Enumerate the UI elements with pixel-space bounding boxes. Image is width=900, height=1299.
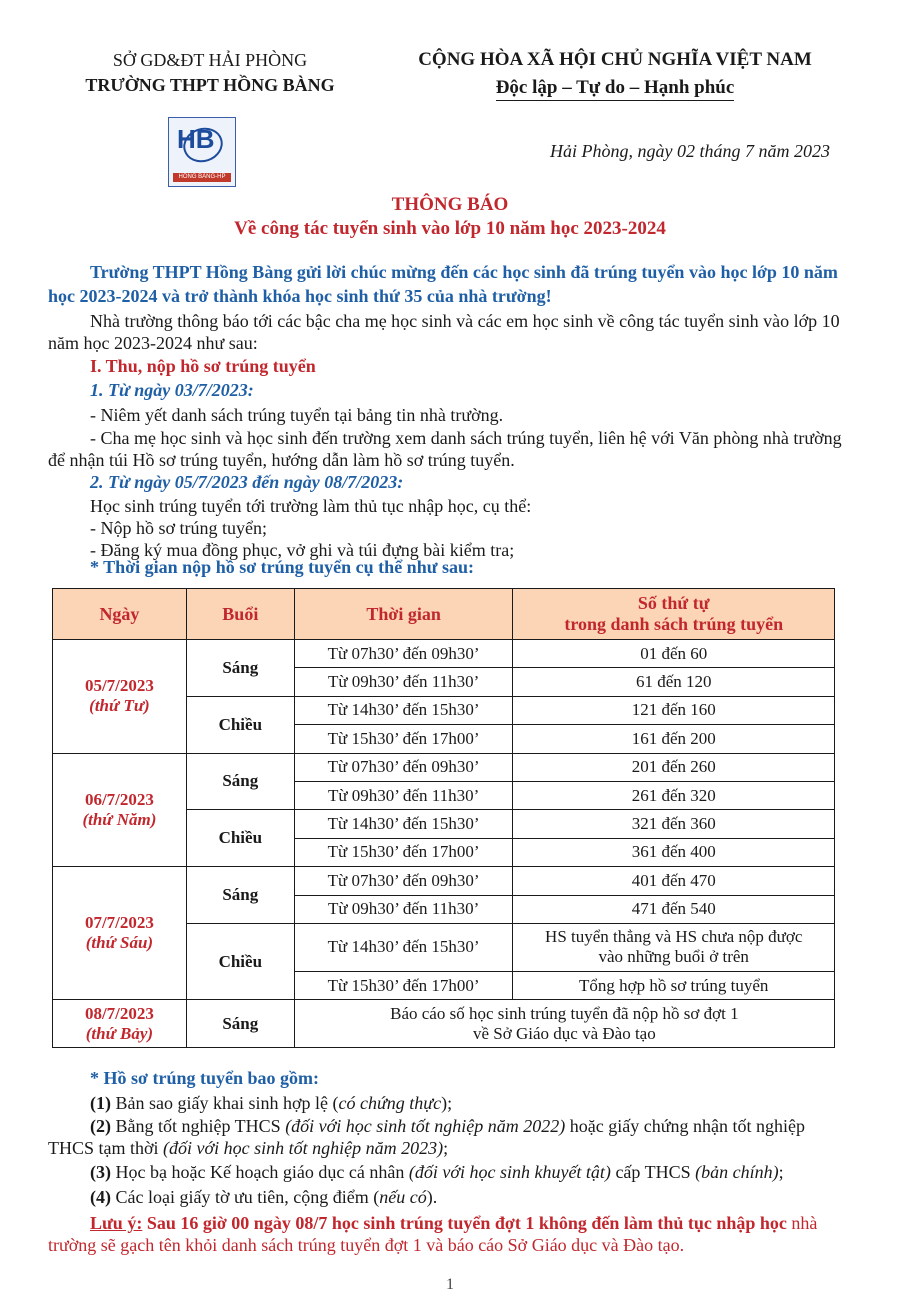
order-line-1: HS tuyển thẳng và HS chưa nộp được <box>545 927 803 947</box>
item-tail: ; <box>443 1138 449 1158</box>
step-2-line-2: - Nộp hồ sơ trúng tuyển; <box>90 518 268 538</box>
title-sub: Về công tác tuyển sinh vào lớp 10 năm học 2023-2024 <box>234 218 666 239</box>
step-1-line-2: - Cha mẹ học sinh và học sinh đến trường xem danh sách trúng tuyển, liên hệ với Văn phòng nhà trường để nhận túi Hồ sơ trúng tuyển, hướng dẫn làm hồ sơ trúng tuyển. <box>48 428 842 470</box>
order-header-line-1: Số thứ tự <box>637 593 710 613</box>
time-cell: Từ 15h30’ đến 17h00’ <box>294 838 513 866</box>
col-header-time: Thời gian <box>294 589 513 640</box>
date-cell <box>53 753 187 867</box>
session-cell: Chiều <box>186 923 294 999</box>
weekday: (thứ Sáu) <box>85 933 154 953</box>
item-text: Học bạ hoặc Kế hoạch giáo dục cá nhân <box>111 1162 409 1182</box>
item-number: (4) <box>90 1187 111 1207</box>
department-name: SỞ GD&ĐT HẢI PHÒNG <box>112 50 308 70</box>
time-cell: Từ 09h30’ đến 11h30’ <box>294 781 513 809</box>
time-cell: Từ 15h30’ đến 17h00’ <box>294 971 513 999</box>
step-1-title: 1. Từ ngày 03/7/2023: <box>90 380 254 400</box>
step-2-title: 2. Từ ngày 05/7/2023 đến ngày 08/7/2023: <box>90 472 404 492</box>
order-cell: 401 đến 470 <box>513 867 835 895</box>
republic-name: CỘNG HÒA XÃ HỘI CHỦ NGHĨA VIỆT NAM <box>418 49 812 70</box>
title-main: THÔNG BÁO <box>391 194 509 215</box>
report-cell <box>294 1000 834 1048</box>
item-italic: có chứng thực <box>338 1093 442 1113</box>
time-cell: Từ 07h30’ đến 09h30’ <box>294 640 513 668</box>
session-cell: Sáng <box>186 640 294 697</box>
date-cell <box>53 1000 187 1048</box>
item-mid: hoặc giấy chứng nhận tốt nghiệp THCS tạm thời <box>48 1116 805 1158</box>
document-item-3 <box>48 1161 848 1183</box>
order-cell: 161 đến 200 <box>513 725 835 753</box>
order-cell: Tổng hợp hồ sơ trúng tuyển <box>513 971 835 999</box>
date-cell <box>53 867 187 1000</box>
step-1-line-1: - Niêm yết danh sách trúng tuyển tại bảng tin nhà trường. <box>90 405 504 425</box>
weekday: (thứ Bảy) <box>85 1023 154 1043</box>
session-cell: Chiều <box>186 810 294 867</box>
table-row <box>53 640 835 668</box>
order-line-2: vào những buổi ở trên <box>598 947 749 967</box>
page-number: 1 <box>446 1276 454 1293</box>
schedule-table <box>52 588 835 1048</box>
time-cell: Từ 09h30’ đến 11h30’ <box>294 895 513 923</box>
item-tail: ); <box>441 1093 453 1113</box>
document-date: Hải Phòng, ngày 02 tháng 7 năm 2023 <box>550 141 830 161</box>
date-value: 05/7/2023 <box>84 676 154 696</box>
item-tail: ; <box>778 1162 784 1182</box>
step-2-line-1: Học sinh trúng tuyển tới trường làm thủ tục nhập học, cụ thể: <box>90 496 532 516</box>
time-cell: Từ 07h30’ đến 09h30’ <box>294 867 513 895</box>
header-left <box>55 48 365 98</box>
header-right <box>380 46 850 102</box>
session-cell: Chiều <box>186 696 294 753</box>
order-header-line-2: trong danh sách trúng tuyển <box>564 614 784 634</box>
document-title <box>0 193 900 241</box>
order-cell: 121 đến 160 <box>513 696 835 724</box>
table-row <box>53 867 835 895</box>
item-mid: cấp THCS <box>610 1162 696 1182</box>
session-cell: Sáng <box>186 753 294 810</box>
school-logo <box>168 117 236 187</box>
time-cell: Từ 14h30’ đến 15h30’ <box>294 810 513 838</box>
logo-caption: HỒNG BÀNG-HP <box>173 173 231 182</box>
item-number: (3) <box>90 1162 111 1182</box>
col-header-day: Ngày <box>53 589 187 640</box>
intro-paragraph: Nhà trường thông báo tới các bậc cha mẹ học sinh và các em học sinh về công tác tuyển sinh vào lớp 10 năm học 2023-2024 như sau: <box>48 311 840 353</box>
time-cell: Từ 07h30’ đến 09h30’ <box>294 753 513 781</box>
note-label: Lưu ý: <box>90 1213 143 1233</box>
date-value: 06/7/2023 <box>84 789 154 809</box>
note-paragraph <box>48 1212 848 1256</box>
documents-heading: * Hồ sơ trúng tuyển bao gồm: <box>90 1068 319 1088</box>
order-cell: 321 đến 360 <box>513 810 835 838</box>
item-italic: nếu có <box>379 1187 427 1207</box>
item-number: (1) <box>90 1093 111 1113</box>
logo-letters-icon: HB <box>177 124 215 154</box>
time-cell: Từ 14h30’ đến 15h30’ <box>294 696 513 724</box>
item-text: Các loại giấy tờ ưu tiên, cộng điểm ( <box>111 1187 380 1207</box>
table-header-row <box>53 589 835 640</box>
time-cell: Từ 14h30’ đến 15h30’ <box>294 923 513 971</box>
item-text: Bản sao giấy khai sinh hợp lệ ( <box>111 1093 339 1113</box>
item-italic: (đối với học sinh tốt nghiệp năm 2022) <box>285 1116 566 1136</box>
col-header-session: Buổi <box>186 589 294 640</box>
order-cell: 01 đến 60 <box>513 640 835 668</box>
order-cell: 61 đến 120 <box>513 668 835 696</box>
order-cell <box>513 923 835 971</box>
report-line-2: về Sở Giáo dục và Đào tạo <box>473 1023 656 1043</box>
weekday: (thứ Tư) <box>89 696 150 716</box>
session-cell: Sáng <box>186 1000 294 1048</box>
table-row <box>53 1000 835 1048</box>
item-italic: (đối với học sinh khuyết tật) <box>408 1162 611 1182</box>
school-name: TRƯỜNG THPT HỒNG BÀNG <box>85 75 335 95</box>
time-cell: Từ 09h30’ đến 11h30’ <box>294 668 513 696</box>
order-cell: 471 đến 540 <box>513 895 835 923</box>
table-row <box>53 753 835 781</box>
section-1-heading: I. Thu, nộp hồ sơ trúng tuyển <box>90 356 316 376</box>
date-value: 07/7/2023 <box>84 913 154 933</box>
date-value: 08/7/2023 <box>84 1003 154 1023</box>
document-item-4 <box>48 1186 848 1208</box>
order-cell: 201 đến 260 <box>513 753 835 781</box>
document-item-1 <box>48 1092 848 1114</box>
schedule-heading: * Thời gian nộp hồ sơ trúng tuyển cụ thể như sau: <box>90 557 475 577</box>
weekday: (thứ Năm) <box>82 809 157 829</box>
item-tail: ). <box>426 1187 438 1207</box>
note-text: nhà trường sẽ gạch tên khỏi danh sách trúng tuyển đợt 1 và báo cáo Sở Giáo dục và Đào tạo. <box>48 1213 818 1255</box>
time-cell: Từ 15h30’ đến 17h00’ <box>294 725 513 753</box>
session-cell: Sáng <box>186 867 294 924</box>
step-2-line-3: - Đăng ký mua đồng phục, vở ghi và túi đựng bài kiểm tra; <box>90 540 515 560</box>
report-line-1: Báo cáo số học sinh trúng tuyển đã nộp hồ sơ đợt 1 <box>390 1003 739 1023</box>
item-text: Bằng tốt nghiệp THCS <box>111 1116 286 1136</box>
order-cell: 261 đến 320 <box>513 781 835 809</box>
national-motto: Độc lập – Tự do – Hạnh phúc <box>496 76 735 101</box>
order-cell: 361 đến 400 <box>513 838 835 866</box>
col-header-order <box>513 589 835 640</box>
document-item-2 <box>48 1115 848 1159</box>
item-italic-2: (đối với học sinh tốt nghiệp năm 2023) <box>163 1138 444 1158</box>
date-cell <box>53 640 187 754</box>
item-number: (2) <box>90 1116 111 1136</box>
congratulation-paragraph: Trường THPT Hồng Bàng gửi lời chúc mừng đến các học sinh đã trúng tuyển vào học lớp 10 năm học 2023-2024 và trở thành khóa học sinh thứ 35 của nhà trường! <box>48 262 838 306</box>
item-italic-2: (bản chính) <box>695 1162 779 1182</box>
note-bold-text: Sau 16 giờ 00 ngày 08/7 học sinh trúng tuyển đợt 1 không đến làm thủ tục nhập học <box>142 1213 787 1233</box>
